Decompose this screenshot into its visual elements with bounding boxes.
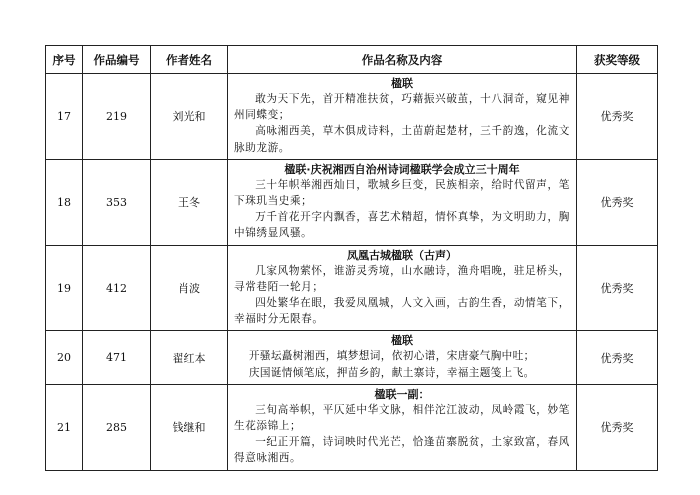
couplet-line-upper: 三十年帜举湘西灿日，歌城乡巨变，民族相亲，给时代留声，笔下珠玑当史乘；	[234, 178, 570, 208]
table-row	[46, 331, 658, 384]
work-code: 353	[83, 159, 151, 245]
author-name: 肖波	[151, 245, 228, 331]
couplet-line-upper: 开骚坛矗树湘西，填梦想词，依初心谱，宋唐豪气胸中吐；	[248, 350, 535, 363]
work-code: 471	[83, 331, 151, 384]
couplet-line-upper: 敢为天下先，首开精准扶贫，巧藉振兴破茧，十八洞奇，窥见神州同蝶变；	[234, 93, 570, 122]
award-level: 优秀奖	[577, 159, 658, 245]
work-title: 楹联	[391, 77, 413, 90]
author-name: 王冬	[151, 159, 228, 245]
table-header-row	[46, 46, 658, 74]
award-level: 优秀奖	[577, 74, 658, 160]
author-name: 翟红本	[151, 331, 228, 384]
work-title: 楹联·庆祝湘西自治州诗词楹联学会成立三十周年	[284, 162, 520, 176]
serial-number: 18	[46, 159, 83, 245]
award-level: 优秀奖	[577, 331, 658, 384]
work-title: 凤凰古城楹联（古声）	[347, 248, 457, 262]
serial-number: 21	[46, 384, 83, 470]
work-content	[228, 74, 577, 160]
work-code: 285	[83, 384, 151, 470]
couplet-line-lower: 万千首花开字内飘香，喜艺术精超，情怀真挚，为文明助力，胸中锦绣显风骚。	[234, 211, 570, 240]
author-name: 钱继和	[151, 384, 228, 470]
work-content	[228, 245, 577, 331]
serial-number: 19	[46, 245, 83, 331]
award-level: 优秀奖	[577, 384, 658, 470]
header-award-level: 获奖等级	[577, 46, 658, 74]
couplet-line-upper: 几家风物萦怀，谁游灵秀境，山水融诗，渔舟唱晚，驻足桥头，寻常巷陌一轮月；	[234, 264, 570, 293]
award-table	[45, 45, 658, 471]
header-work-title-content: 作品名称及内容	[228, 46, 577, 74]
couplet-line-upper: 三旬高举帜，平仄延中华文脉，相伴沱江波动，凤岭霞飞，妙笔生花添锦上；	[234, 403, 570, 433]
work-code: 219	[83, 74, 151, 160]
header-work-code: 作品编号	[83, 46, 151, 74]
table-row	[46, 159, 658, 245]
couplet-line-lower: 四处繁华在眼，我爱凤凰城，人文入画，古韵生香，动情笔下，幸福时分无限春。	[234, 297, 570, 326]
work-content	[228, 159, 577, 245]
work-title: 楹联一副：	[374, 387, 430, 401]
award-level: 优秀奖	[577, 245, 658, 331]
table-row	[46, 384, 658, 470]
serial-number: 17	[46, 74, 83, 160]
couplet-line-lower: 高咏湘西美，草木俱成诗料，土苗蔚起楚材，三千韵逸，化流文脉助龙游。	[234, 125, 570, 154]
table-row	[46, 245, 658, 331]
couplet-line-lower: 一纪正开篇，诗词映时代光芒，恰逢苗寨脱贫，土家致富，春风得意咏湘西。	[234, 436, 570, 465]
table-row	[46, 74, 658, 160]
work-title: 楹联	[391, 334, 413, 348]
serial-number: 20	[46, 331, 83, 384]
award-list-document	[45, 45, 657, 471]
work-content	[228, 331, 577, 384]
author-name: 刘光和	[151, 74, 228, 160]
header-author-name: 作者姓名	[151, 46, 228, 74]
work-code: 412	[83, 245, 151, 331]
couplet-line-lower: 庆国诞情倾笔底，押苗乡韵，献土寨诗，幸福主题笺上飞。	[248, 366, 535, 379]
header-serial-number: 序号	[46, 46, 83, 74]
work-content	[228, 384, 577, 470]
